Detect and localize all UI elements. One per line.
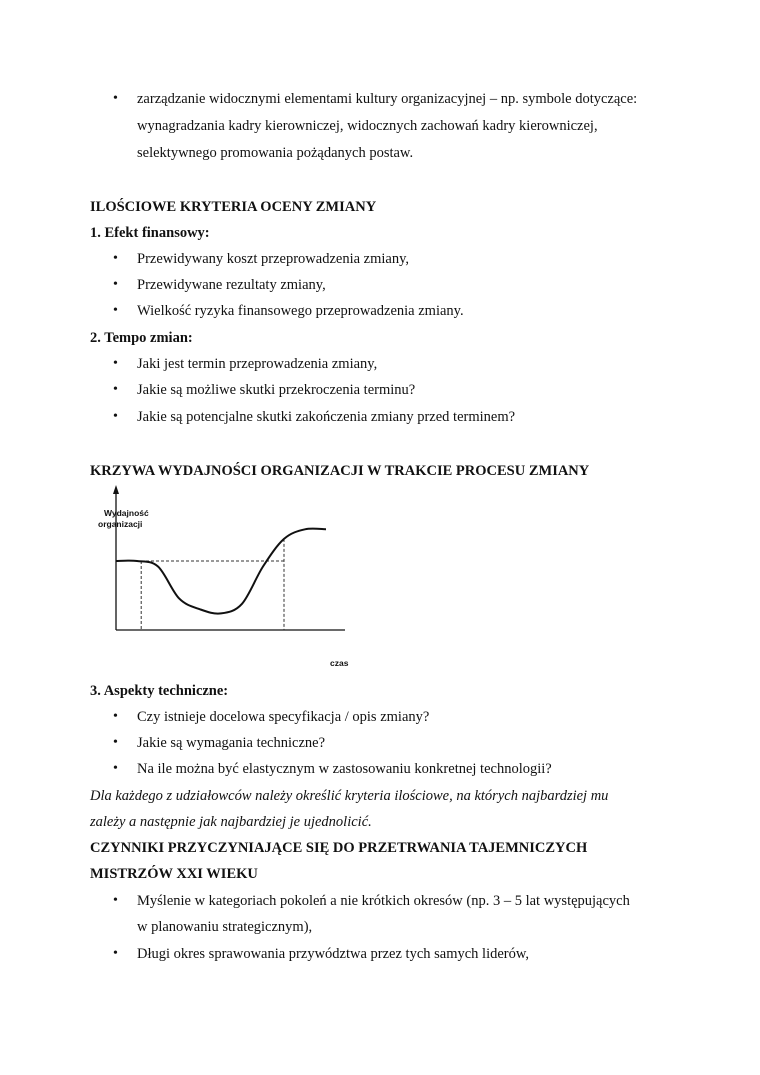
- bullet-marker: •: [113, 277, 118, 292]
- top-bullet-line-3: selektywnego promowania pożądanych postaw.: [137, 145, 414, 161]
- performance-curve-chart: [95, 482, 375, 672]
- list-item: Długi okres sprawowania przywództwa przez tych samych liderów,: [137, 946, 530, 962]
- y-axis-label-line-1: Wydajność: [104, 508, 149, 518]
- bullet-marker: •: [113, 709, 118, 724]
- section-2-heading: KRZYWA WYDAJNOŚCI ORGANIZACJI W TRAKCIE PROCESU ZMIANY: [90, 463, 590, 479]
- list-item: Przewidywany koszt przeprowadzenia zmiany,: [137, 251, 410, 267]
- bullet-marker: •: [113, 761, 118, 776]
- top-bullet-line-2: wynagradzania kadry kierowniczej, widocznych zachowań kadry kierowniczej,: [137, 118, 598, 134]
- note-line-1: Dla każdego z udziałowców należy określić kryteria ilościowe, na których najbardziej mu: [90, 788, 609, 804]
- bullet-marker: •: [113, 303, 118, 318]
- top-bullet-line-1: zarządzanie widocznymi elementami kultury organizacyjnej – np. symbole dotyczące:: [137, 91, 638, 107]
- section-4-heading-line-1: CZYNNIKI PRZYCZYNIAJĄCE SIĘ DO PRZETRWANIA TAJEMNICZYCH: [90, 840, 588, 856]
- list-item: Przewidywane rezultaty zmiany,: [137, 277, 326, 293]
- bullet-marker: •: [113, 356, 118, 371]
- section-4-heading-line-2: MISTRZÓW XXI WIEKU: [90, 866, 258, 882]
- bullet-marker: •: [113, 409, 118, 424]
- y-axis-label-line-2: organizacji: [98, 519, 143, 529]
- note-line-2: zależy a następnie jak najbardziej je ujednolicić.: [90, 814, 372, 830]
- bullet-marker: •: [113, 251, 118, 266]
- list-item: Na ile można być elastycznym w zastosowaniu konkretnej technologii?: [137, 761, 552, 777]
- x-axis-label: czas: [330, 658, 349, 668]
- bullet-marker: •: [113, 893, 118, 908]
- list-item: Czy istnieje docelowa specyfikacja / opis zmiany?: [137, 709, 430, 725]
- list-item-continuation: w planowaniu strategicznym),: [137, 919, 313, 935]
- list-item: Jakie są możliwe skutki przekroczenia terminu?: [137, 382, 416, 398]
- subsection-tempo-heading: 2. Tempo zmian:: [90, 330, 193, 346]
- section-1-heading: ILOŚCIOWE KRYTERIA OCENY ZMIANY: [90, 199, 377, 215]
- subsection-technical-heading: 3. Aspekty techniczne:: [90, 683, 229, 699]
- y-axis-arrow: [113, 485, 119, 494]
- subsection-financial-heading: 1. Efekt finansowy:: [90, 225, 210, 241]
- list-item: Jakie są wymagania techniczne?: [137, 735, 326, 751]
- list-item: Wielkość ryzyka finansowego przeprowadzenia zmiany.: [137, 303, 464, 319]
- bullet-marker: •: [113, 735, 118, 750]
- list-item: Jakie są potencjalne skutki zakończenia zmiany przed terminem?: [137, 409, 516, 425]
- bullet-marker: •: [113, 382, 118, 397]
- performance-curve: [116, 529, 326, 614]
- bullet-marker: •: [113, 946, 118, 961]
- list-item: Jaki jest termin przeprowadzenia zmiany,: [137, 356, 378, 372]
- bullet-marker: •: [113, 91, 118, 106]
- list-item: Myślenie w kategoriach pokoleń a nie krótkich okresów (np. 3 – 5 lat występujących: [137, 893, 630, 909]
